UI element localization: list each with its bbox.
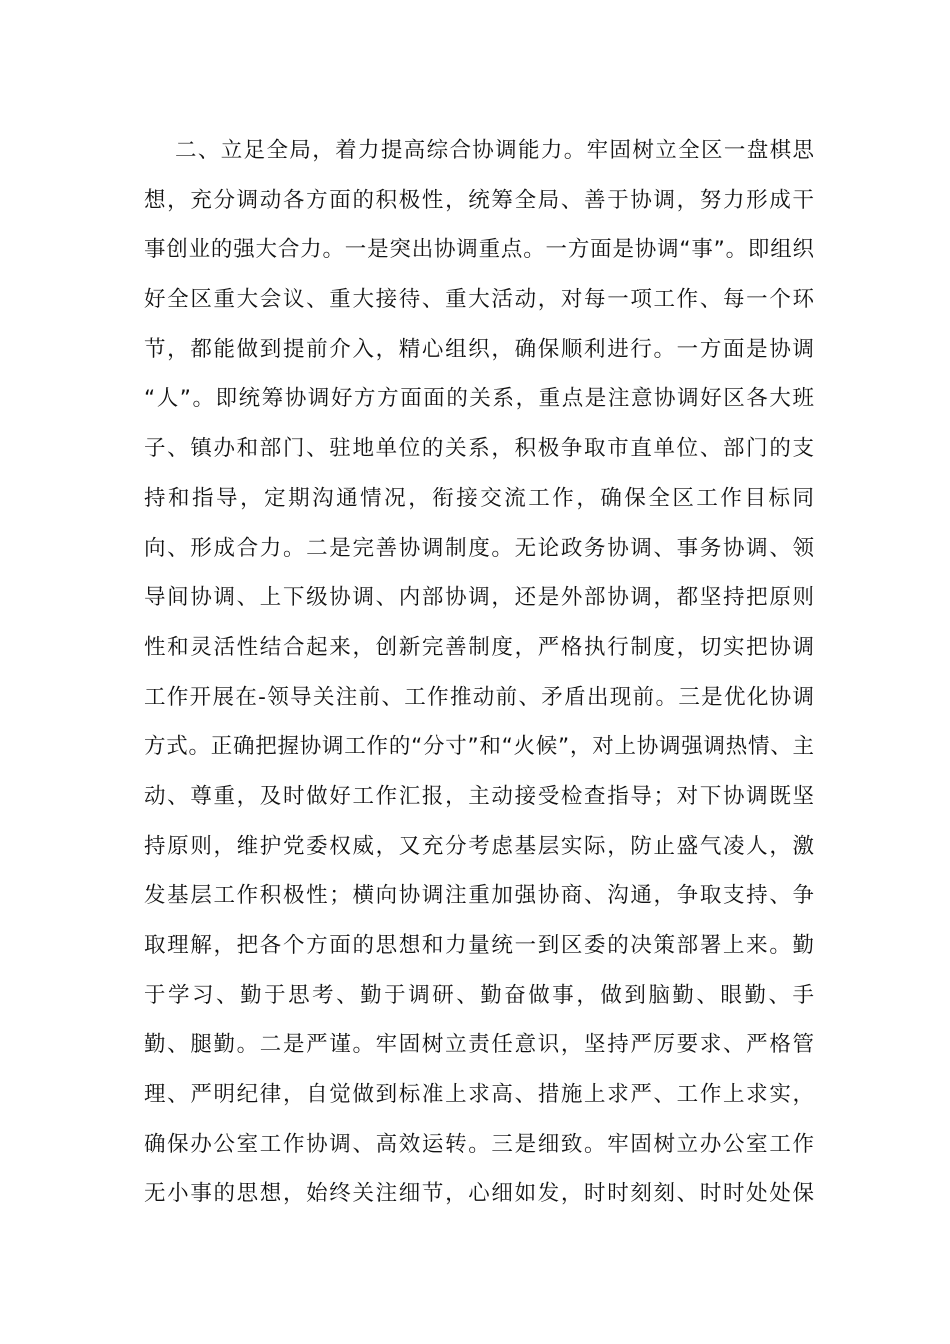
text-line: 持和指导，定期沟通情况，衔接交流工作，确保全区工作目标同 — [144, 485, 814, 511]
text-line: 事创业的强大合力。一是突出协调重点。一方面是协调“事”。即组织 — [144, 237, 814, 263]
text-line: 性和灵活性结合起来，创新完善制度，严格执行制度，切实把协调 — [144, 634, 814, 660]
text-line: 确保办公室工作协调、高效运转。三是细致。牢固树立办公室工作 — [144, 1131, 814, 1157]
text-line: 节，都能做到提前介入，精心组织，确保顺利进行。一方面是协调 — [144, 336, 814, 362]
text-line: 取理解，把各个方面的思想和力量统一到区委的决策部署上来。勤 — [144, 933, 814, 958]
text-line: 持原则，维护党委权威，又充分考虑基层实际，防止盛气凌人，激 — [144, 833, 814, 859]
text-line: 子、镇办和部门、驻地单位的关系，积极争取市直单位、部门的支 — [144, 436, 814, 462]
text-line: 工作开展在-领导关注前、工作推动前、矛盾出现前。三是优化协调 — [144, 684, 814, 710]
text-line: 无小事的思想，始终关注细节，心细如发，时时刻刻、时时处处保 — [144, 1181, 814, 1207]
text-line: 二、立足全局，着力提高综合协调能力。牢固树立全区一盘棋思 — [175, 138, 814, 163]
text-line: 向、形成合力。二是完善协调制度。无论政务协调、事务协调、领 — [144, 535, 814, 561]
body-paragraph — [144, 126, 814, 1219]
text-line: 发基层工作积极性；横向协调注重加强协商、沟通，争取支持、争 — [144, 883, 814, 909]
text-line: 动、尊重，及时做好工作汇报，主动接受检查指导；对下协调既坚 — [144, 783, 814, 809]
text-line: 方式。正确把握协调工作的“分寸”和“火候”，对上协调强调热情、主 — [144, 734, 814, 760]
text-line: 勤、腿勤。二是严谨。牢固树立责任意识，坚持严厉要求、严格管 — [144, 1032, 814, 1058]
text-line: 导间协调、上下级协调、内部协调，还是外部协调，都坚持把原则 — [144, 585, 814, 611]
text-line: 理、严明纪律，自觉做到标准上求高、措施上求严、工作上求实， — [144, 1082, 814, 1108]
text-line: “人”。即统筹协调好方方面面的关系，重点是注意协调好区各大班 — [144, 386, 814, 412]
text-line: 于学习、勤于思考、勤于调研、勤奋做事，做到脑勤、眼勤、手 — [144, 982, 814, 1008]
text-line: 想，充分调动各方面的积极性，统筹全局、善于协调，努力形成干 — [144, 187, 814, 213]
text-line: 好全区重大会议、重大接待、重大活动，对每一项工作、每一个环 — [144, 287, 814, 313]
